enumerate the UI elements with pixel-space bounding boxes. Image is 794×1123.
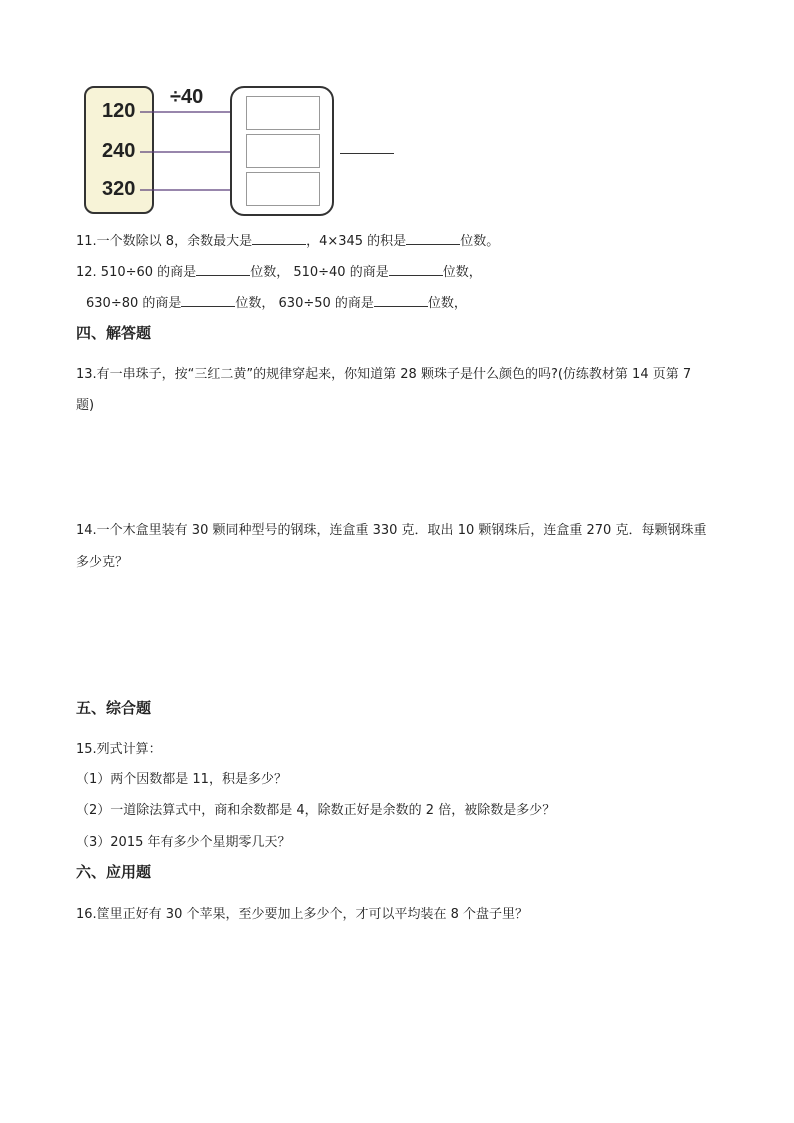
section-heading-6: 六、应用题 bbox=[76, 863, 152, 881]
question-12-line-1: 12. 510÷60 的商是 位数， 510÷40 的商是 位数， bbox=[76, 265, 482, 280]
question-15-title: 15.列式计算： bbox=[76, 742, 162, 757]
answer-blank[interactable] bbox=[252, 232, 306, 245]
question-14-line-1: 14.一个木盒里装有 30 颗同种型号的钢珠，连盒重 330 克．取出 10 颗钢珠后，连盒重 270 克．每颗钢珠重 bbox=[76, 523, 707, 538]
input-number-3: 320 bbox=[102, 178, 136, 200]
question-15-item-3: （3）2015 年有多少个星期零几天？ bbox=[76, 835, 291, 850]
question-15-item-1: （1）两个因数都是 11，积是多少？ bbox=[76, 772, 287, 787]
question-15-item-2: （2）一道除法算式中，商和余数都是 4，除数正好是余数的 2 倍，被除数是多少？ bbox=[76, 803, 556, 818]
section-heading-4: 四、解答题 bbox=[76, 324, 152, 342]
answer-blank[interactable] bbox=[406, 232, 460, 245]
input-number-1: 120 bbox=[102, 100, 136, 122]
result-cell-2[interactable] bbox=[246, 134, 320, 168]
result-cell-3[interactable] bbox=[246, 172, 320, 206]
section-heading-5: 五、综合题 bbox=[76, 699, 152, 717]
question-13-line-1: 13.有一串珠子，按“三红二黄”的规律穿起来，你知道第 28 颗珠子是什么颜色的吗?(仿练教材第 14 页第 7 bbox=[76, 367, 692, 382]
input-number-2: 240 bbox=[102, 140, 136, 162]
question-11: 11.一个数除以 8，余数最大是 ，4×345 的积是 位数。 bbox=[76, 234, 500, 249]
operator-label: ÷40 bbox=[170, 86, 204, 108]
question-13-line-2: 题) bbox=[76, 398, 95, 413]
answer-blank[interactable] bbox=[196, 263, 250, 276]
question-14-line-2: 多少克？ bbox=[76, 555, 129, 570]
question-12-line-2: 630÷80 的商是 位数， 630÷50 的商是 位数， bbox=[86, 296, 467, 311]
output-box bbox=[230, 86, 334, 216]
answer-blank-figure[interactable] bbox=[340, 153, 394, 154]
answer-blank[interactable] bbox=[374, 294, 428, 307]
answer-blank[interactable] bbox=[389, 263, 443, 276]
answer-blank[interactable] bbox=[181, 294, 235, 307]
question-16: 16.筐里正好有 30 个苹果，至少要加上多少个，才可以平均装在 8 个盘子里？ bbox=[76, 907, 529, 922]
result-cell-1[interactable] bbox=[246, 96, 320, 130]
